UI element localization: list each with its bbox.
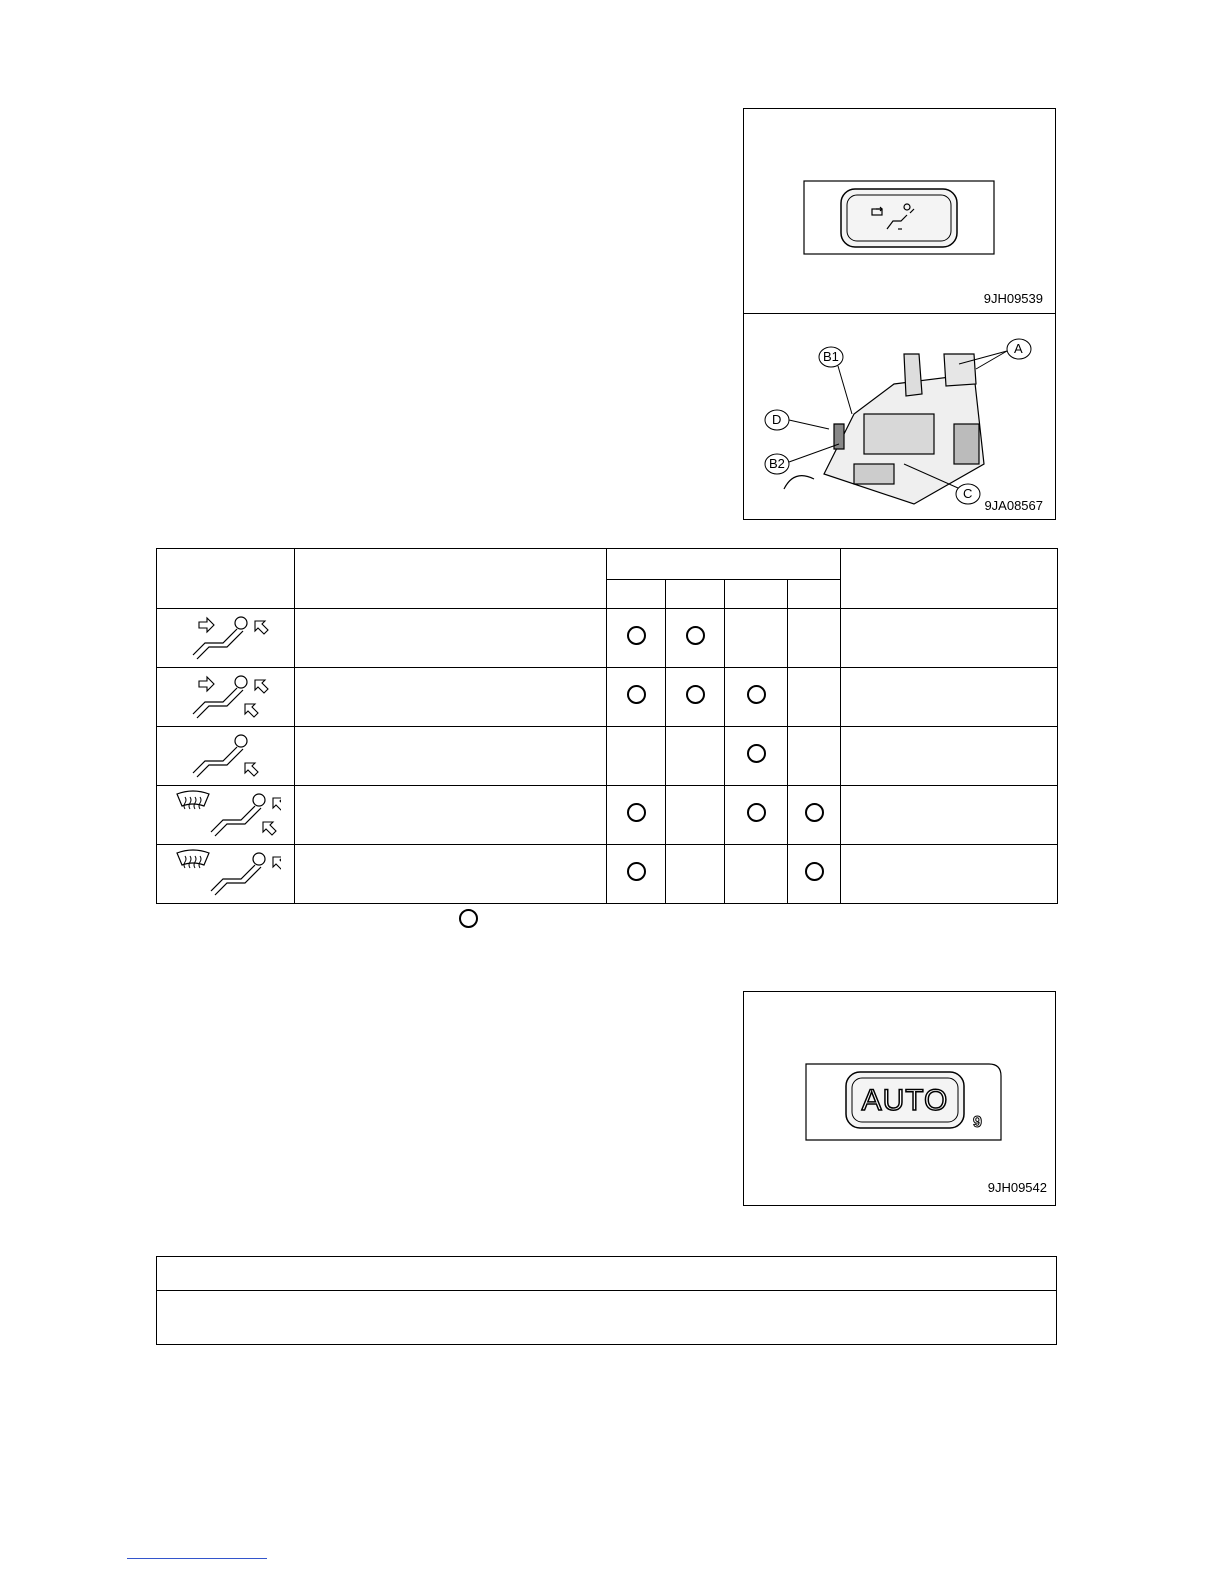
outlet-cell (666, 609, 725, 668)
outlet-active-mark (627, 862, 646, 881)
outlet-cell (607, 845, 666, 904)
auto-switch-figure (743, 991, 1056, 1206)
footer-rule (127, 1558, 267, 1559)
mode-switch-figure (743, 108, 1056, 315)
figure-code: 9JH09539 (983, 291, 1043, 306)
outlet-active-mark (747, 803, 766, 822)
foot-vent-mode-icon (157, 727, 295, 786)
mode-description (295, 609, 607, 668)
notes-table (156, 1256, 1057, 1345)
header-remarks (841, 549, 1058, 609)
mode-remarks (841, 668, 1058, 727)
outlet-active-mark (686, 626, 705, 645)
callout-d: D (772, 412, 782, 427)
mode-row (157, 609, 1058, 668)
outlet-active-mark (686, 685, 705, 704)
outlet-cell (788, 609, 841, 668)
header-outlet-b1 (666, 580, 725, 609)
mode-row (157, 845, 1058, 904)
mode-row (157, 786, 1058, 845)
outlet-cell (607, 786, 666, 845)
outlet-cell (607, 727, 666, 786)
outlet-active-mark (627, 626, 646, 645)
outlet-cell (666, 845, 725, 904)
callout-b2: B2 (769, 456, 785, 471)
figure-code: 9JH09542 (987, 1180, 1047, 1195)
outlet-active-mark (747, 744, 766, 763)
outlet-active-mark (805, 803, 824, 822)
outlet-cell (666, 727, 725, 786)
callout-c: C (963, 486, 973, 501)
header-outlet-c (788, 580, 841, 609)
mode-description (295, 845, 607, 904)
auto-switch-number: 9 (973, 1114, 982, 1131)
mode-row (157, 727, 1058, 786)
mode-remarks (841, 609, 1058, 668)
outlet-cell (788, 727, 841, 786)
face-vent-mode-icon (157, 609, 295, 668)
outlet-cell (725, 609, 788, 668)
outlet-cell (725, 786, 788, 845)
outlet-cell (725, 845, 788, 904)
mode-remarks (841, 845, 1058, 904)
header-outlet-b2 (725, 580, 788, 609)
mode-description (295, 786, 607, 845)
notes-title (157, 1257, 1057, 1291)
duct-layout-figure (743, 313, 1056, 520)
defrost-foot-mode-icon (157, 786, 295, 845)
mode-description (295, 727, 607, 786)
header-icon (157, 549, 295, 609)
outlet-active-mark (627, 685, 646, 704)
auto-switch-label: AUTO (861, 1084, 949, 1117)
defrost-mode-icon (157, 845, 295, 904)
outlet-cell (607, 609, 666, 668)
mode-remarks (841, 786, 1058, 845)
header-outlets (607, 549, 841, 580)
outlet-cell (666, 668, 725, 727)
outlet-cell (788, 786, 841, 845)
duct-layout-illustration (744, 314, 1054, 518)
outlet-active-mark (747, 685, 766, 704)
outlet-cell (607, 668, 666, 727)
outlet-active-mark (627, 803, 646, 822)
mode-switch-illustration (744, 109, 1054, 313)
notes-body (157, 1291, 1057, 1345)
outlet-active-mark (805, 862, 824, 881)
mode-description (295, 668, 607, 727)
header-outlet-a (607, 580, 666, 609)
outlet-cell (788, 845, 841, 904)
outlet-cell (666, 786, 725, 845)
outlet-cell (725, 727, 788, 786)
callout-b1: B1 (823, 349, 839, 364)
outlet-cell (788, 668, 841, 727)
legend-mark (459, 909, 478, 933)
outlet-cell (725, 668, 788, 727)
mode-remarks (841, 727, 1058, 786)
figure-code: 9JA08567 (984, 498, 1043, 513)
callout-a: A (1014, 341, 1023, 356)
bi-level-mode-icon (157, 668, 295, 727)
mode-table (156, 548, 1058, 904)
header-description (295, 549, 607, 609)
mode-row (157, 668, 1058, 727)
